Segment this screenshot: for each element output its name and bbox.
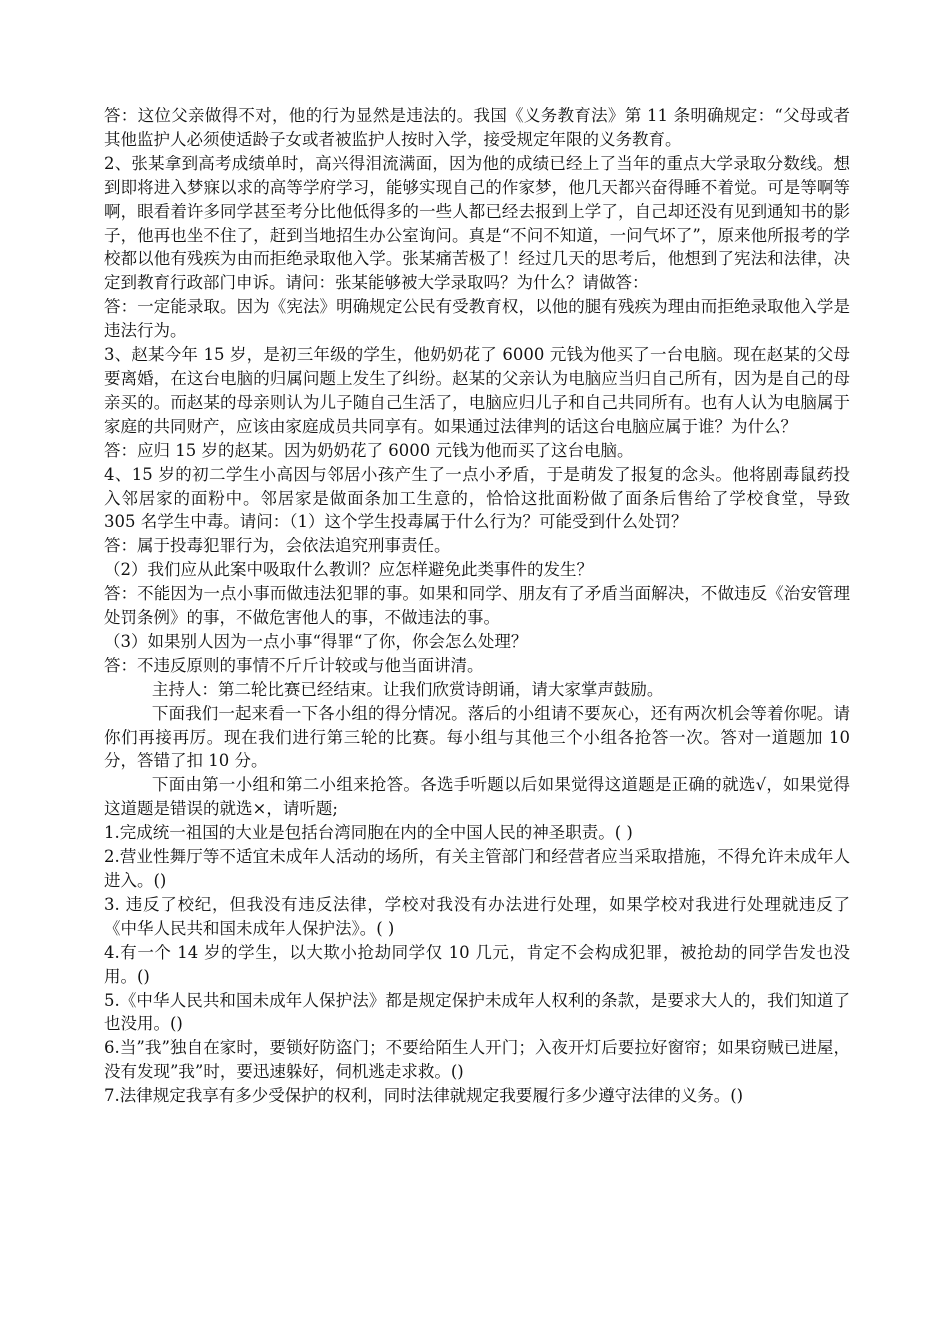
question-paragraph-4: 4、15 岁的初二学生小高因与邻居小孩产生了一点小矛盾，于是萌发了报复的念头。他将剧毒鼠药投入邻居家的面粉中。邻居家是做面条加工生意的，恰恰这批面粉做了面条后售给了学校食堂，导致 305 名学生中毒。请问：（1）这个学生投毒属于什么行为？可能受到什么处罚？ xyxy=(104,464,850,532)
sub-question-4-2: （2）我们应从此案中吸取什么教训？应怎样避免此类事件的发生？ xyxy=(104,560,593,580)
host-paragraph-2: 下面我们一起来看一下各小组的得分情况。落后的小组请不要灰心，还有两次机会等着你呢。请你们再接再厉。现在我们进行第三轮的比赛。每小组与其他三个小组各抢答一次。答对一道题加 10 分，答错了扣 10 分。 xyxy=(104,703,850,771)
document-page xyxy=(104,104,850,1108)
quiz-item-6: 6.当”我”独自在家时，要锁好防盗门；不要给陌生人开门；入夜开灯后要拉好窗帘；如果窃贼已进屋，没有发现”我”时，要迅速躲好，伺机逃走求救。() xyxy=(104,1038,850,1082)
quiz-item-7: 7.法律规定我享有多少受保护的权利，同时法律就规定我要履行多少遵守法律的义务。() xyxy=(104,1086,744,1106)
quiz-item-3: 3. 违反了校纪，但我没有违反法律，学校对我没有办法进行处理，如果学校对我进行处理就违反了《中华人民共和国未成年人保护法》。( ) xyxy=(104,894,850,938)
answer-paragraph-3: 答：应归 15 岁的赵某。因为奶奶花了 6000 元钱为他而买了这台电脑。 xyxy=(104,440,634,460)
answer-paragraph-2: 答：一定能录取。因为《宪法》明确规定公民有受教育权，以他的腿有残疾为理由而拒绝录取他入学是违法行为。 xyxy=(104,297,850,341)
sub-question-4-3: （3）如果别人因为一点小事“得罪“了你，你会怎么处理？ xyxy=(104,631,528,651)
host-paragraph-3: 下面由第一小组和第二小组来抢答。各选手听题以后如果觉得这道题是正确的就选√，如果觉得这道题是错误的就选×，请听题; xyxy=(104,775,850,819)
answer-paragraph-4-2: 答：不能因为一点小事而做违法犯罪的事。如果和同学、朋友有了矛盾当面解决，不做违反《治安管理处罚条例》的事，不做危害他人的事，不做违法的事。 xyxy=(104,584,850,628)
question-paragraph-3: 3、赵某今年 15 岁，是初三年级的学生，他奶奶花了 6000 元钱为他买了一台电脑。现在赵某的父母要离婚，在这台电脑的归属问题上发生了纠纷。赵某的父亲认为电脑应当归自己所有，因为是自己的母亲买的。而赵某的母亲则认为儿子随自己生活了，电脑应归儿子和自己共同所有。也有人认为电脑属于家庭的共同财产，应该由家庭成员共同享有。如果通过法律判的话这台电脑应属于谁？为什么？ xyxy=(104,345,850,436)
question-paragraph-2: 2、张某拿到高考成绩单时，高兴得泪流满面，因为他的成绩已经上了当年的重点大学录取分数线。想到即将进入梦寐以求的高等学府学习，能够实现自己的作家梦，他几天都兴奋得睡不着觉。可是等啊等啊，眼看着许多同学甚至考分比他低得多的一些人都已经去报到上学了，自己却还没有见到通知书的影子，他再也坐不住了，赶到当地招生办公室询问。真是“不问不知道，一问气坏了”，原来他所报考的学校都以他有残疾为由而拒绝录取他入学。张某痛苦极了！经过几天的思考后，他想到了宪法和法律，决定到教育行政部门申诉。请问：张某能够被大学录取吗？为什么？请做答： xyxy=(104,153,850,293)
quiz-item-2: 2.营业性舞厅等不适宜未成年人活动的场所，有关主管部门和经营者应当采取措施，不得允许未成年人进入。() xyxy=(104,847,850,890)
quiz-item-5: 5.《中华人民共和国未成年人保护法》都是规定保护未成年人权利的条款，是要求大人的，我们知道了也没用。() xyxy=(104,990,850,1034)
host-paragraph-1: 主持人：第二轮比赛已经结束。让我们欣赏诗朗诵，请大家掌声鼓励。 xyxy=(151,679,664,699)
quiz-item-4: 4.有一个 14 岁的学生，以大欺小抢劫同学仅 10 几元，肯定不会构成犯罪，被抢劫的同学告发也没用。() xyxy=(104,942,850,986)
quiz-item-1: 1.完成统一祖国的大业是包括台湾同胞在内的全中国人民的神圣职责。( ) xyxy=(104,823,633,843)
answer-paragraph-4-1: 答：属于投毒犯罪行为，会依法追究刑事责任。 xyxy=(104,536,451,556)
answer-paragraph-4-3: 答：不违反原则的事情不斤斤计较或与他当面讲清。 xyxy=(104,655,484,675)
answer-paragraph-1: 答：这位父亲做得不对，他的行为显然是违法的。我国《义务教育法》第 11 条明确规定：“父母或者其他监护人必须使适龄子女或者被监护人按时入学，接受规定年限的义务教育。 xyxy=(104,106,850,149)
